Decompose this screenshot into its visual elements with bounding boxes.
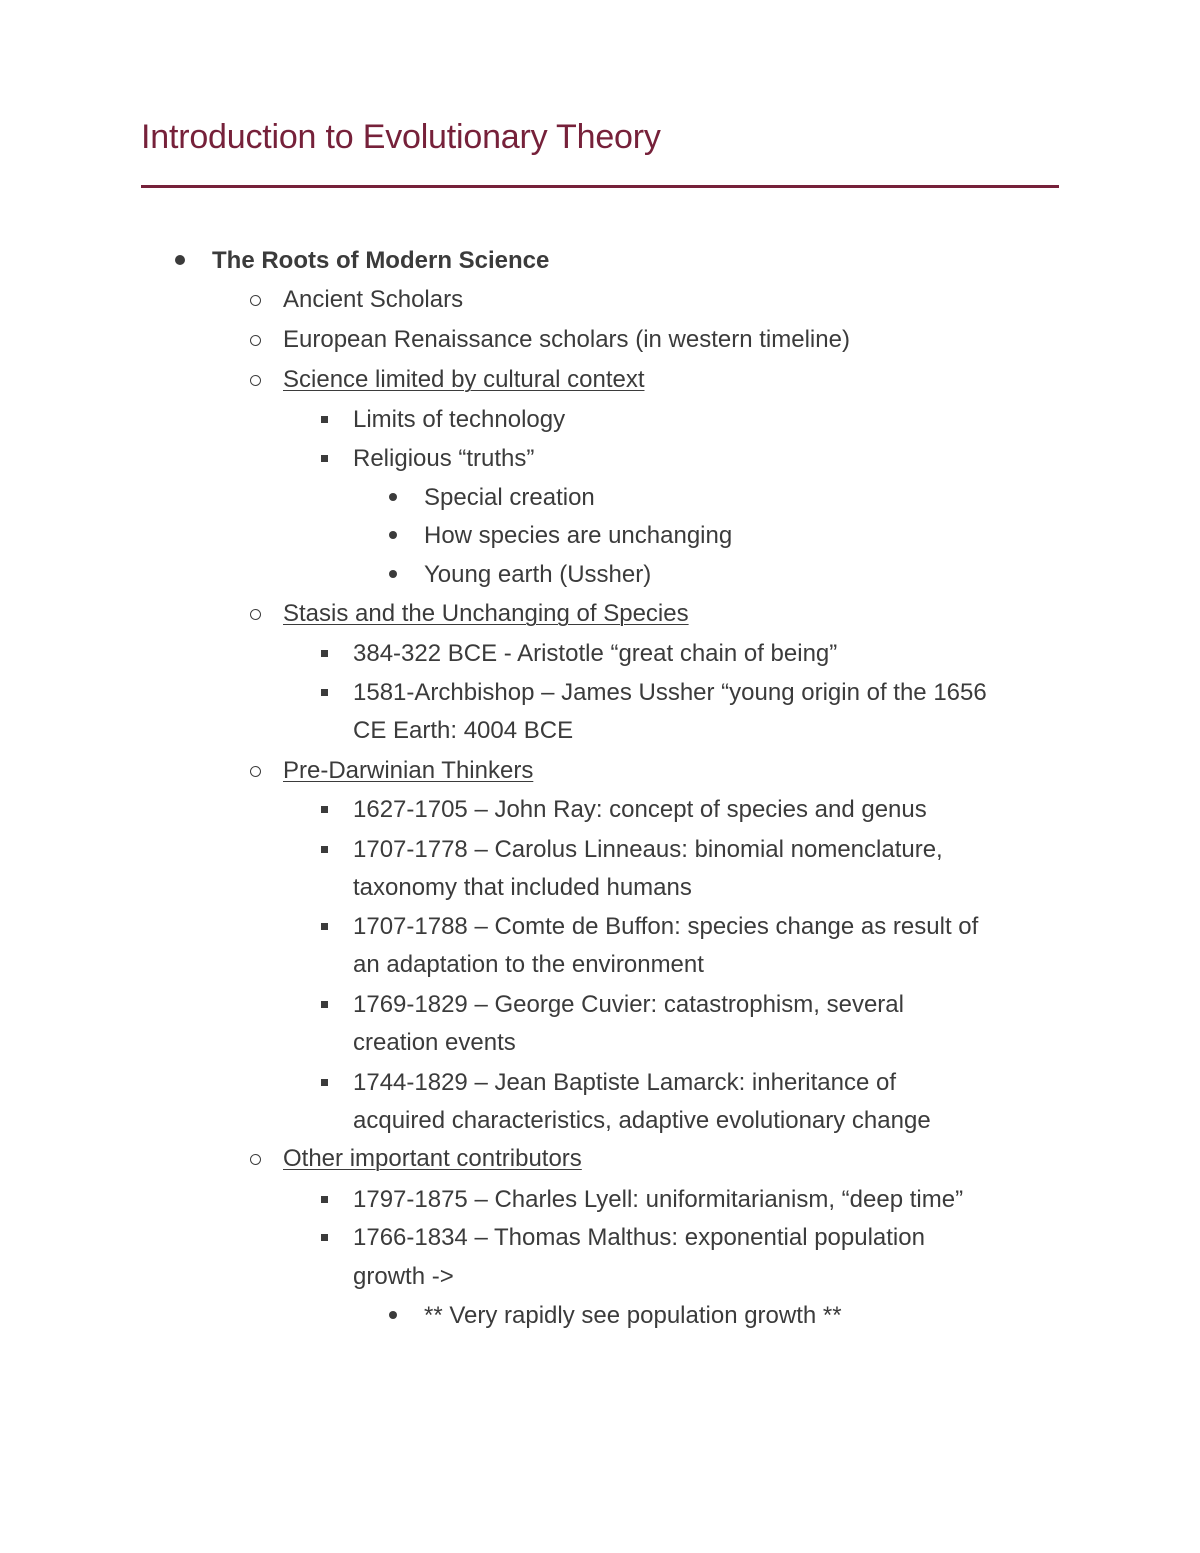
bullet-circle-icon (250, 295, 261, 306)
list-item-text: 1744-1829 – Jean Baptiste Lamarck: inheritance of (353, 1069, 897, 1096)
bullet-square-icon (321, 650, 328, 657)
bullet-dot-icon (389, 570, 397, 578)
list-item-text: How species are unchanging (424, 522, 733, 549)
list-item-text: 1769-1829 – George Cuvier: catastrophism, several (353, 991, 904, 1018)
bullet-dot-icon (389, 493, 397, 501)
list-item-text: an adaptation to the environment (353, 951, 704, 978)
list-item-text: 1581-Archbishop – James Ussher “young origin of the 1656 (353, 679, 987, 706)
bullet-square-icon (321, 846, 328, 853)
bullet-circle-icon (250, 609, 261, 620)
bullet-dot-icon (389, 531, 397, 539)
bullet-square-icon (321, 689, 328, 696)
list-item-text: 1627-1705 – John Ray: concept of species and genus (353, 796, 927, 823)
list-item-text: creation events (353, 1029, 516, 1056)
list-item-text: Ancient Scholars (283, 286, 464, 313)
list-item-text: The Roots of Modern Science (212, 247, 550, 274)
section-heading: Stasis and the Unchanging of Species (283, 600, 689, 627)
bullet-circle-icon (250, 375, 261, 386)
list-item-text: 384-322 BCE - Aristotle “great chain of being” (353, 640, 838, 667)
list-item-text: CE Earth: 4004 BCE (353, 717, 574, 744)
list-item-text: ** Very rapidly see population growth ** (424, 1302, 842, 1329)
bullet-dot-icon (389, 1311, 397, 1319)
title-divider (141, 185, 1059, 188)
bullet-square-icon (321, 806, 328, 813)
bullet-circle-icon (250, 335, 261, 346)
bullet-disc-icon (175, 255, 185, 265)
list-item-text: Special creation (424, 484, 595, 511)
bullet-square-icon (321, 455, 328, 462)
list-item-text: taxonomy that included humans (353, 874, 692, 901)
bullet-square-icon (321, 1234, 328, 1241)
bullet-square-icon (321, 923, 328, 930)
bullet-circle-icon (250, 1154, 261, 1165)
list-item-text: Religious “truths” (353, 445, 535, 472)
bullet-square-icon (321, 1196, 328, 1203)
bullet-square-icon (321, 416, 328, 423)
list-item-text: acquired characteristics, adaptive evolutionary change (353, 1107, 931, 1134)
list-item-text: Limits of technology (353, 406, 566, 433)
page-title: Introduction to Evolutionary Theory (141, 118, 661, 156)
section-heading: Pre-Darwinian Thinkers (283, 757, 534, 784)
list-item-text: European Renaissance scholars (in western timeline) (283, 326, 850, 353)
list-item-text: 1707-1788 – Comte de Buffon: species change as result of (353, 913, 979, 940)
bullet-square-icon (321, 1001, 328, 1008)
list-item-text: 1797-1875 – Charles Lyell: uniformitarianism, “deep time” (353, 1186, 964, 1213)
bullet-square-icon (321, 1079, 328, 1086)
list-item-text: 1707-1778 – Carolus Linneaus: binomial nomenclature, (353, 836, 943, 863)
list-item-text: Young earth (Ussher) (424, 561, 652, 588)
section-heading: Other important contributors (283, 1145, 582, 1172)
section-heading: Science limited by cultural context (283, 366, 645, 393)
bullet-circle-icon (250, 766, 261, 777)
list-item-text: growth -> (353, 1263, 454, 1290)
list-item-text: 1766-1834 – Thomas Malthus: exponential population (353, 1224, 925, 1251)
